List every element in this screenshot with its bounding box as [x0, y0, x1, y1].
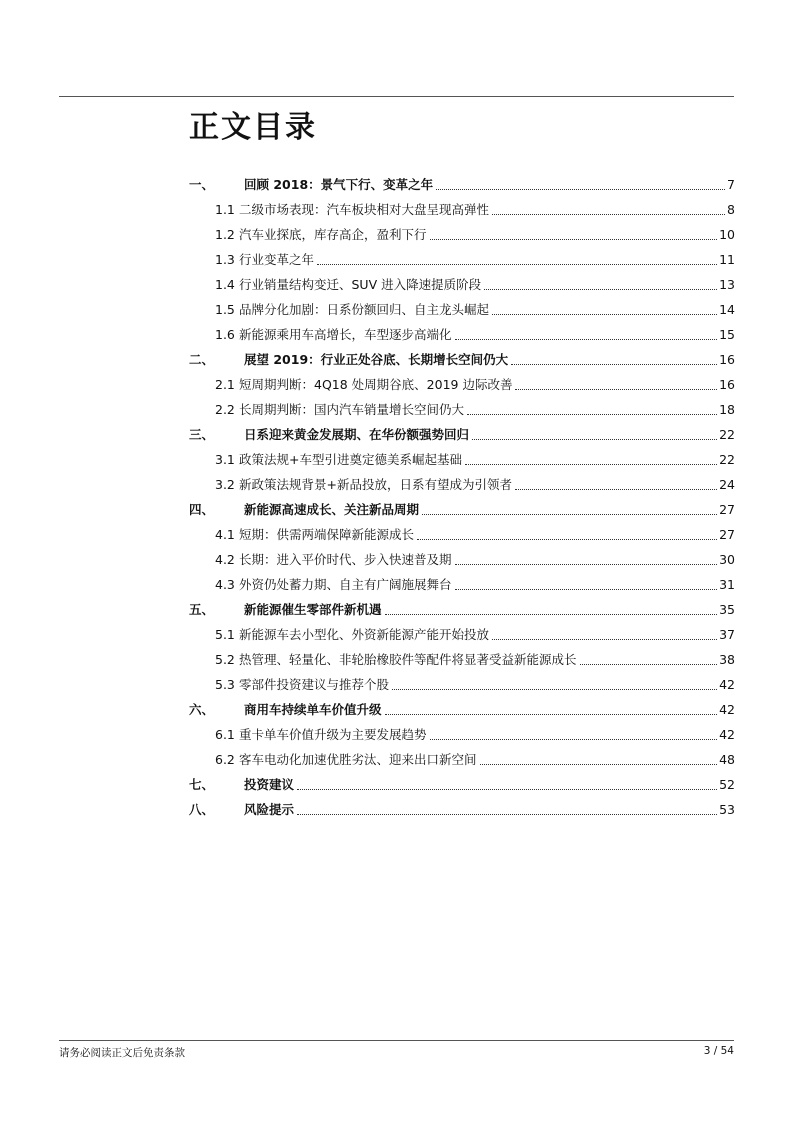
toc-entry-number: 2.1 — [215, 377, 235, 392]
toc-entry-number: 3.2 — [215, 477, 235, 492]
toc-entry-number: 七、 — [189, 777, 215, 792]
toc-chapter-entry[interactable] — [189, 768, 735, 793]
toc-entry-number: 二、 — [189, 352, 215, 367]
footer-rule — [59, 1040, 734, 1041]
toc-entry-number: 三、 — [189, 427, 215, 442]
toc-dot-leader — [492, 214, 725, 215]
toc-entry-page: 27 — [719, 502, 735, 517]
toc-section-entry[interactable] — [189, 368, 735, 393]
toc-entry-page: 42 — [719, 677, 735, 692]
toc-chapter-entry[interactable] — [189, 343, 735, 368]
toc-entry-number: 3.1 — [215, 452, 235, 467]
toc-entry-number: 5.3 — [215, 677, 235, 692]
toc-entry-page: 24 — [719, 477, 735, 492]
toc-entry-title: 新能源车去小型化、外资新能源产能开始投放 — [239, 627, 490, 642]
header-rule — [59, 96, 734, 97]
toc-entry-title: 热管理、轻量化、非轮胎橡胶件等配件将显著受益新能源成长 — [239, 652, 577, 667]
toc-chapter-entry[interactable] — [189, 168, 735, 193]
toc-section-entry[interactable] — [189, 393, 735, 418]
toc-entry-title: 汽车业探底，库存高企，盈利下行 — [239, 227, 427, 242]
toc-entry-number: 1.1 — [215, 202, 235, 217]
toc-entry-title: 展望 2019：行业正处谷底、长期增长空间仍大 — [244, 352, 509, 367]
toc-dot-leader — [430, 239, 718, 240]
toc-entry-title: 政策法规+车型引进奠定德美系崛起基础 — [239, 452, 462, 467]
toc-entry-number: 1.3 — [215, 252, 235, 267]
toc-dot-leader — [511, 364, 717, 365]
toc-dot-leader — [467, 414, 717, 415]
toc-entry-number: 四、 — [189, 502, 215, 517]
toc-entry-page: 16 — [719, 352, 735, 367]
toc-entry-number: 2.2 — [215, 402, 235, 417]
toc-dot-leader — [455, 589, 718, 590]
toc-entry-page: 13 — [719, 277, 735, 292]
page-title: 正文目录 — [189, 110, 317, 145]
toc-entry-number: 1.4 — [215, 277, 235, 292]
toc-entry-number: 6.1 — [215, 727, 235, 742]
toc-section-entry[interactable] — [189, 718, 735, 743]
toc-entry-page: 52 — [719, 777, 735, 792]
toc-entry-title: 新能源乘用车高增长，车型逐步高端化 — [239, 327, 452, 342]
toc-dot-leader — [484, 289, 717, 290]
toc-entry-title: 投资建议 — [244, 777, 295, 792]
toc-entry-title: 行业变革之年 — [239, 252, 315, 267]
toc-entry-number: 五、 — [189, 602, 215, 617]
page-indicator: 3 / 54 — [703, 1045, 734, 1057]
toc-entry-number: 4.2 — [215, 552, 235, 567]
toc-section-entry[interactable] — [189, 318, 735, 343]
toc-section-entry[interactable] — [189, 618, 735, 643]
toc-dot-leader — [436, 189, 725, 190]
toc-dot-leader — [455, 564, 718, 565]
toc-entry-page: 42 — [719, 727, 735, 742]
toc-entry-page: 14 — [719, 302, 735, 317]
toc-entry-number: 4.3 — [215, 577, 235, 592]
toc-dot-leader — [515, 389, 717, 390]
toc-chapter-entry[interactable] — [189, 793, 735, 818]
toc-section-entry[interactable] — [189, 518, 735, 543]
toc-entry-page: 37 — [719, 627, 735, 642]
table-of-contents — [189, 168, 735, 818]
toc-entry-title: 零部件投资建议与推荐个股 — [239, 677, 390, 692]
toc-entry-number: 6.2 — [215, 752, 235, 767]
toc-entry-title: 长期：进入平价时代、步入快速普及期 — [239, 552, 452, 567]
toc-dot-leader — [580, 664, 718, 665]
toc-entry-title: 风险提示 — [244, 802, 295, 817]
toc-dot-leader — [455, 339, 718, 340]
toc-entry-page: 15 — [719, 327, 735, 342]
toc-entry-page: 35 — [719, 602, 735, 617]
toc-dot-leader — [422, 514, 717, 515]
toc-entry-title: 长周期判断：国内汽车销量增长空间仍大 — [239, 402, 465, 417]
toc-section-entry[interactable] — [189, 543, 735, 568]
toc-entry-number: 1.2 — [215, 227, 235, 242]
toc-dot-leader — [515, 489, 717, 490]
toc-section-entry[interactable] — [189, 643, 735, 668]
toc-dot-leader — [472, 439, 717, 440]
toc-entry-title: 行业销量结构变迁、SUV 进入降速提质阶段 — [239, 277, 482, 292]
toc-entry-page: 18 — [719, 402, 735, 417]
toc-entry-title: 二级市场表现：汽车板块相对大盘呈现高弹性 — [239, 202, 490, 217]
toc-entry-page: 31 — [719, 577, 735, 592]
toc-dot-leader — [417, 539, 717, 540]
toc-entry-title: 短期：供需两端保障新能源成长 — [239, 527, 415, 542]
toc-entry-page: 8 — [727, 202, 735, 217]
toc-entry-page: 38 — [719, 652, 735, 667]
toc-entry-number: 4.1 — [215, 527, 235, 542]
toc-dot-leader — [392, 689, 717, 690]
toc-entry-title: 客车电动化加速优胜劣汰、迎来出口新空间 — [239, 752, 477, 767]
toc-entry-page: 22 — [719, 427, 735, 442]
toc-dot-leader — [480, 764, 718, 765]
toc-entry-number: 一、 — [189, 177, 215, 192]
toc-entry-page: 16 — [719, 377, 735, 392]
toc-dot-leader — [492, 639, 717, 640]
toc-entry-number: 5.1 — [215, 627, 235, 642]
toc-entry-title: 重卡单车价值升级为主要发展趋势 — [239, 727, 427, 742]
toc-entry-title: 日系迎来黄金发展期、在华份额强势回归 — [244, 427, 470, 442]
toc-entry-title: 商用车持续单车价值升级 — [244, 702, 382, 717]
toc-entry-number: 八、 — [189, 802, 215, 817]
toc-entry-page: 22 — [719, 452, 735, 467]
toc-entry-page: 30 — [719, 552, 735, 567]
toc-entry-page: 10 — [719, 227, 735, 242]
toc-entry-title: 外资仍处蓄力期、自主有广阔施展舞台 — [239, 577, 452, 592]
toc-chapter-entry[interactable] — [189, 493, 735, 518]
toc-section-entry[interactable] — [189, 293, 735, 318]
toc-dot-leader — [297, 789, 717, 790]
toc-dot-leader — [385, 614, 718, 615]
toc-chapter-entry[interactable] — [189, 418, 735, 443]
toc-entry-title: 新能源催生零部件新机遇 — [244, 602, 382, 617]
toc-section-entry[interactable] — [189, 218, 735, 243]
toc-section-entry[interactable] — [189, 243, 735, 268]
toc-dot-leader — [430, 739, 718, 740]
toc-section-entry[interactable] — [189, 193, 735, 218]
toc-entry-number: 六、 — [189, 702, 215, 717]
toc-entry-number: 1.5 — [215, 302, 235, 317]
toc-entry-page: 11 — [719, 252, 735, 267]
toc-chapter-entry[interactable] — [189, 593, 735, 618]
toc-entry-title: 新能源高速成长、关注新品周期 — [244, 502, 420, 517]
toc-section-entry[interactable] — [189, 743, 735, 768]
toc-entry-page: 48 — [719, 752, 735, 767]
toc-dot-leader — [465, 464, 717, 465]
toc-entry-title: 短周期判断：4Q18 处周期谷底、2019 边际改善 — [239, 377, 513, 392]
toc-entry-page: 27 — [719, 527, 735, 542]
toc-section-entry[interactable] — [189, 468, 735, 493]
toc-entry-title: 新政策法规背景+新品投放，日系有望成为引领者 — [239, 477, 512, 492]
toc-dot-leader — [385, 714, 718, 715]
toc-dot-leader — [492, 314, 717, 315]
toc-chapter-entry[interactable] — [189, 693, 735, 718]
toc-entry-title: 回顾 2018：景气下行、变革之年 — [244, 177, 434, 192]
toc-entry-number: 1.6 — [215, 327, 235, 342]
toc-entry-page: 42 — [719, 702, 735, 717]
footer-disclaimer: 请务必阅读正文后免责条款 — [59, 1047, 185, 1059]
toc-entry-number: 5.2 — [215, 652, 235, 667]
toc-section-entry[interactable] — [189, 668, 735, 693]
toc-dot-leader — [317, 264, 717, 265]
toc-section-entry[interactable] — [189, 268, 735, 293]
toc-dot-leader — [297, 814, 717, 815]
toc-entry-page: 7 — [727, 177, 735, 192]
toc-entry-page: 53 — [719, 802, 735, 817]
toc-section-entry[interactable] — [189, 443, 735, 468]
toc-entry-title: 品牌分化加剧：日系份额回归、自主龙头崛起 — [239, 302, 490, 317]
toc-section-entry[interactable] — [189, 568, 735, 593]
